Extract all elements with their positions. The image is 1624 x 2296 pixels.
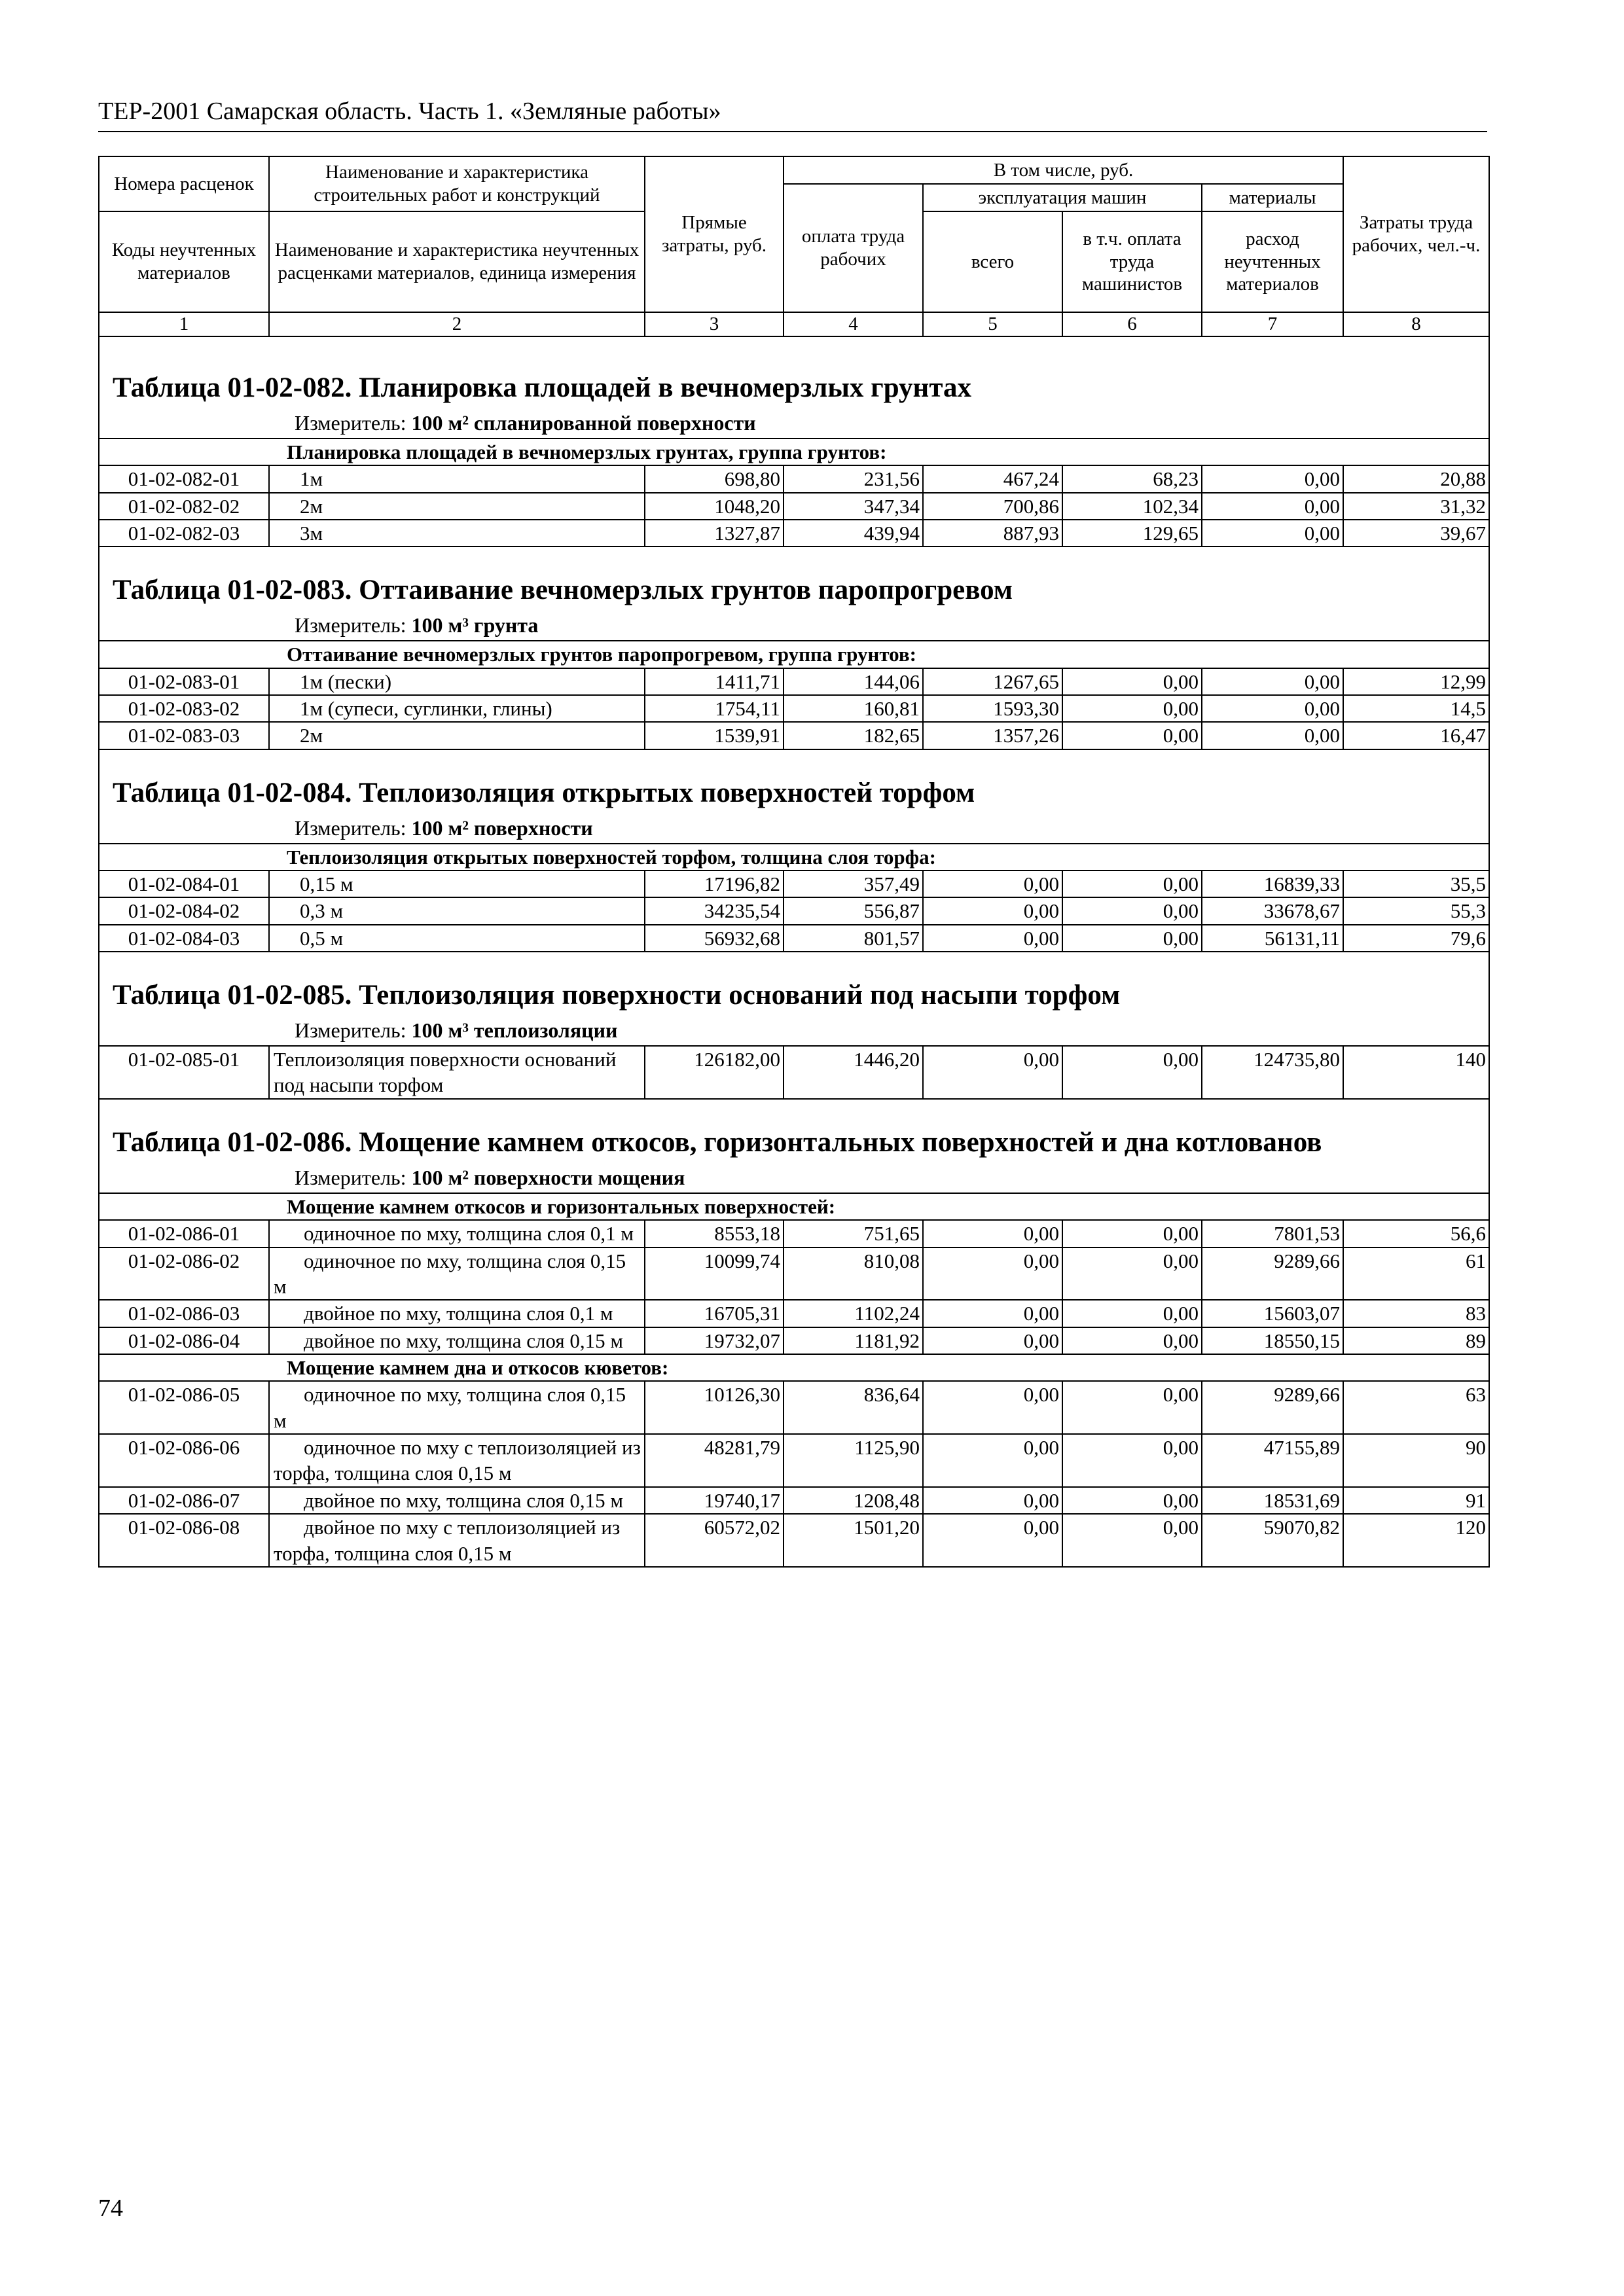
labor-pay: 810,08: [784, 1247, 923, 1300]
section-title: Таблица 01-02-082. Планировка площадей в вечномерзлых грунтах: [113, 372, 971, 403]
page-number: 74: [98, 2195, 123, 2222]
column-numbers-row: [99, 312, 1489, 336]
col5-header: всего: [923, 211, 1062, 312]
machines-total: 700,86: [923, 493, 1062, 520]
rate-name: 3м: [269, 520, 645, 547]
machinists-pay: 0,00: [1062, 925, 1202, 952]
rate-code: 01-02-085-01: [99, 1046, 269, 1099]
labor-hours: 39,67: [1343, 520, 1489, 547]
rate-name: 2м: [269, 722, 645, 749]
labor-hours: 63: [1343, 1381, 1489, 1434]
direct-cost: 17196,82: [645, 870, 784, 897]
table-row: [99, 1381, 1489, 1434]
section-title-cell: [99, 952, 1489, 1046]
table-row: [99, 925, 1489, 952]
machinists-pay: 0,00: [1062, 1300, 1202, 1327]
section-measure: [295, 408, 1486, 438]
col2-header-bottom: Наименование и характеристика неучтенных расценками материалов, единица измерения: [269, 211, 645, 312]
rate-code: 01-02-084-01: [99, 870, 269, 897]
labor-pay: 801,57: [784, 925, 923, 952]
direct-cost: 60572,02: [645, 1514, 784, 1567]
materials-cost: 18550,15: [1202, 1327, 1343, 1354]
machinists-pay: 0,00: [1062, 1327, 1202, 1354]
machines-total: 467,24: [923, 465, 1062, 492]
measure-value: 100 м² поверхности мощения: [411, 1165, 685, 1189]
machinists-pay: 102,34: [1062, 493, 1202, 520]
machines-total: 0,00: [923, 1434, 1062, 1487]
rate-code: 01-02-082-02: [99, 493, 269, 520]
direct-cost: 19740,17: [645, 1487, 784, 1514]
rate-name: Теплоизоляция поверхности оснований под насыпи торфом: [269, 1046, 645, 1099]
col-num: 4: [784, 312, 923, 336]
measure-value: 100 м³ теплоизоляции: [411, 1018, 618, 1043]
group-title: Мощение камнем откосов и горизонтальных поверхностей:: [99, 1193, 1489, 1220]
labor-hours: 120: [1343, 1514, 1489, 1567]
section-title-cell: [99, 547, 1489, 641]
machinists-pay: 0,00: [1062, 1247, 1202, 1300]
rate-name: двойное по мху, толщина слоя 0,1 м: [269, 1300, 645, 1327]
section-title: Таблица 01-02-083. Оттаивание вечномерзлых грунтов паропрогревом: [113, 575, 1013, 606]
rate-code: 01-02-086-08: [99, 1514, 269, 1567]
labor-hours: 20,88: [1343, 465, 1489, 492]
machinists-pay: 0,00: [1062, 1381, 1202, 1434]
labor-hours: 90: [1343, 1434, 1489, 1487]
rate-code: 01-02-083-01: [99, 668, 269, 695]
table-row: [99, 465, 1489, 492]
rate-name: двойное по мху с теплоизоляцией из торфа, толщина слоя 0,15 м: [269, 1514, 645, 1567]
materials-cost: 9289,66: [1202, 1381, 1343, 1434]
machines-total: 1593,30: [923, 695, 1062, 722]
labor-pay: 1501,20: [784, 1514, 923, 1567]
measure-label: Измеритель:: [295, 1018, 406, 1043]
machinists-pay: 0,00: [1062, 897, 1202, 924]
section-title: Таблица 01-02-085. Теплоизоляция поверхности оснований под насыпи торфом: [113, 980, 1121, 1011]
section-title-row: [99, 952, 1489, 1046]
labor-pay: 1102,24: [784, 1300, 923, 1327]
rate-code: 01-02-082-03: [99, 520, 269, 547]
measure-label: Измеритель:: [295, 816, 406, 840]
machinists-pay: 0,00: [1062, 1046, 1202, 1099]
direct-cost: 8553,18: [645, 1220, 784, 1247]
col4-header: оплата труда рабочих: [784, 184, 923, 312]
group-title: Мощение камнем дна и откосов кюветов:: [99, 1354, 1489, 1381]
group-row: [99, 1354, 1489, 1381]
col-num: 7: [1202, 312, 1343, 336]
col-num: 8: [1343, 312, 1489, 336]
rate-name: 0,5 м: [269, 925, 645, 952]
rate-name: 2м: [269, 493, 645, 520]
table-row: [99, 1327, 1489, 1354]
section-title-row: [99, 1099, 1489, 1193]
machinists-pay: 68,23: [1062, 465, 1202, 492]
col7-header: расход неучтенных материалов: [1202, 211, 1343, 312]
rate-code: 01-02-086-05: [99, 1381, 269, 1434]
materials-cost: 0,00: [1202, 493, 1343, 520]
col-num: 5: [923, 312, 1062, 336]
machines-total: 0,00: [923, 925, 1062, 952]
labor-hours: 140: [1343, 1046, 1489, 1099]
materials-cost: 0,00: [1202, 695, 1343, 722]
section-title-cell: [99, 1099, 1489, 1193]
labor-hours: 79,6: [1343, 925, 1489, 952]
labor-hours: 12,99: [1343, 668, 1489, 695]
materials-cost: 0,00: [1202, 668, 1343, 695]
rate-code: 01-02-086-06: [99, 1434, 269, 1487]
labor-hours: 35,5: [1343, 870, 1489, 897]
measure-value: 100 м³ грунта: [411, 613, 539, 637]
rate-name: одиночное по мху, толщина слоя 0,15 м: [269, 1381, 645, 1434]
labor-pay: 439,94: [784, 520, 923, 547]
rate-name: 0,15 м: [269, 870, 645, 897]
direct-cost: 1411,71: [645, 668, 784, 695]
table-row: [99, 1046, 1489, 1099]
rate-code: 01-02-086-04: [99, 1327, 269, 1354]
table-row: [99, 1514, 1489, 1567]
direct-cost: 56932,68: [645, 925, 784, 952]
labor-hours: 91: [1343, 1487, 1489, 1514]
group-row: [99, 844, 1489, 870]
group-title: Оттаивание вечномерзлых грунтов паропрогревом, группа грунтов:: [99, 641, 1489, 668]
machines-total: 0,00: [923, 1220, 1062, 1247]
rate-code: 01-02-086-02: [99, 1247, 269, 1300]
section-title: Таблица 01-02-084. Теплоизоляция открытых поверхностей торфом: [113, 777, 975, 808]
labor-hours: 14,5: [1343, 695, 1489, 722]
rate-code: 01-02-083-02: [99, 695, 269, 722]
section-measure: [295, 813, 1486, 843]
materials-cost: 47155,89: [1202, 1434, 1343, 1487]
measure-value: 100 м² поверхности: [411, 816, 593, 840]
machines-total: 0,00: [923, 1514, 1062, 1567]
machinists-pay: 129,65: [1062, 520, 1202, 547]
rate-name: 1м: [269, 465, 645, 492]
direct-cost: 1327,87: [645, 520, 784, 547]
table-body: [99, 156, 1489, 1567]
machines-total: 1357,26: [923, 722, 1062, 749]
materials-cost: 15603,07: [1202, 1300, 1343, 1327]
direct-cost: 1754,11: [645, 695, 784, 722]
section-title-row: [99, 336, 1489, 439]
rate-code: 01-02-083-03: [99, 722, 269, 749]
machines-total: 0,00: [923, 897, 1062, 924]
rate-code: 01-02-086-01: [99, 1220, 269, 1247]
machinists-pay: 0,00: [1062, 1514, 1202, 1567]
machines-total: 0,00: [923, 1327, 1062, 1354]
table-row: [99, 493, 1489, 520]
rate-code: 01-02-082-01: [99, 465, 269, 492]
col-num: 3: [645, 312, 784, 336]
direct-cost: 1539,91: [645, 722, 784, 749]
col-num: 2: [269, 312, 645, 336]
materials-cost: 0,00: [1202, 722, 1343, 749]
labor-pay: 556,87: [784, 897, 923, 924]
table-row: [99, 1247, 1489, 1300]
labor-pay: 160,81: [784, 695, 923, 722]
section-measure: [295, 610, 1486, 640]
direct-cost: 126182,00: [645, 1046, 784, 1099]
section-title-row: [99, 547, 1489, 641]
table-row: [99, 870, 1489, 897]
machines-total: 1267,65: [923, 668, 1062, 695]
rate-name: одиночное по мху с теплоизоляцией из торфа, толщина слоя 0,15 м: [269, 1434, 645, 1487]
labor-pay: 1125,90: [784, 1434, 923, 1487]
direct-cost: 34235,54: [645, 897, 784, 924]
section-title-cell: [99, 336, 1489, 439]
measure-value: 100 м² спланированной поверхности: [411, 410, 756, 435]
table-row: [99, 668, 1489, 695]
table-row: [99, 897, 1489, 924]
table-row: [99, 1300, 1489, 1327]
col-num: 1: [99, 312, 269, 336]
page-header: ТЕР-2001 Самарская область. Часть 1. «Земляные работы»: [98, 92, 1487, 132]
direct-cost: 10099,74: [645, 1247, 784, 1300]
rate-name: 0,3 м: [269, 897, 645, 924]
col-num: 6: [1062, 312, 1202, 336]
labor-pay: 144,06: [784, 668, 923, 695]
section-measure: [295, 1162, 1486, 1193]
group-row: [99, 1193, 1489, 1220]
direct-cost: 10126,30: [645, 1381, 784, 1434]
machines-total: 0,00: [923, 1381, 1062, 1434]
materials-cost: 16839,33: [1202, 870, 1343, 897]
table-row: [99, 1434, 1489, 1487]
materials-cost: 124735,80: [1202, 1046, 1343, 1099]
labor-pay: 836,64: [784, 1381, 923, 1434]
materials-cost: 33678,67: [1202, 897, 1343, 924]
materials-cost: 18531,69: [1202, 1487, 1343, 1514]
measure-label: Измеритель:: [295, 1165, 406, 1189]
labor-hours: 31,32: [1343, 493, 1489, 520]
labor-pay: 1446,20: [784, 1046, 923, 1099]
machines-total: 887,93: [923, 520, 1062, 547]
rate-name: одиночное по мху, толщина слоя 0,1 м: [269, 1220, 645, 1247]
table-row: [99, 520, 1489, 547]
section-title-cell: [99, 749, 1489, 844]
table-row: [99, 722, 1489, 749]
labor-hours: 56,6: [1343, 1220, 1489, 1247]
col6-header: в т.ч. оплата труда машинистов: [1062, 211, 1202, 312]
labor-hours: 55,3: [1343, 897, 1489, 924]
rate-name: двойное по мху, толщина слоя 0,15 м: [269, 1487, 645, 1514]
table-row: [99, 1487, 1489, 1514]
direct-cost: 48281,79: [645, 1434, 784, 1487]
incl-header: В том числе, руб.: [784, 156, 1343, 184]
materials-header: материалы: [1202, 184, 1343, 211]
labor-pay: 231,56: [784, 465, 923, 492]
table-row: [99, 695, 1489, 722]
direct-cost: 19732,07: [645, 1327, 784, 1354]
rate-code: 01-02-086-03: [99, 1300, 269, 1327]
labor-pay: 1181,92: [784, 1327, 923, 1354]
materials-cost: 59070,82: [1202, 1514, 1343, 1567]
labor-pay: 347,34: [784, 493, 923, 520]
group-title: Теплоизоляция открытых поверхностей торфом, толщина слоя торфа:: [99, 844, 1489, 870]
labor-hours: 83: [1343, 1300, 1489, 1327]
rate-name: одиночное по мху, толщина слоя 0,15 м: [269, 1247, 645, 1300]
header-row-1: [99, 156, 1489, 184]
rate-code: 01-02-084-02: [99, 897, 269, 924]
labor-hours: 61: [1343, 1247, 1489, 1300]
measure-label: Измеритель:: [295, 613, 406, 637]
col1-header-top: Номера расценок: [99, 156, 269, 211]
machines-total: 0,00: [923, 1247, 1062, 1300]
group-row: [99, 641, 1489, 668]
section-title-row: [99, 749, 1489, 844]
group-row: [99, 439, 1489, 465]
materials-cost: 7801,53: [1202, 1220, 1343, 1247]
col3-header: Прямые затраты, руб.: [645, 156, 784, 312]
machinists-pay: 0,00: [1062, 668, 1202, 695]
machinists-pay: 0,00: [1062, 1434, 1202, 1487]
machinists-pay: 0,00: [1062, 722, 1202, 749]
section-measure: [295, 1015, 1486, 1045]
rate-name: 1м (супеси, суглинки, глины): [269, 695, 645, 722]
machines-total: 0,00: [923, 1046, 1062, 1099]
materials-cost: 9289,66: [1202, 1247, 1343, 1300]
col8-header: Затраты труда рабочих, чел.-ч.: [1343, 156, 1489, 312]
materials-cost: 0,00: [1202, 465, 1343, 492]
group-title: Планировка площадей в вечномерзлых грунтах, группа грунтов:: [99, 439, 1489, 465]
col1-header-bottom: Коды неучтенных материалов: [99, 211, 269, 312]
labor-pay: 1208,48: [784, 1487, 923, 1514]
rate-code: 01-02-084-03: [99, 925, 269, 952]
rates-table: [98, 156, 1490, 1568]
labor-pay: 357,49: [784, 870, 923, 897]
machinists-pay: 0,00: [1062, 695, 1202, 722]
measure-label: Измеритель:: [295, 410, 406, 435]
machinists-pay: 0,00: [1062, 870, 1202, 897]
labor-hours: 89: [1343, 1327, 1489, 1354]
machines-total: 0,00: [923, 1300, 1062, 1327]
labor-pay: 182,65: [784, 722, 923, 749]
table-row: [99, 1220, 1489, 1247]
labor-hours: 16,47: [1343, 722, 1489, 749]
rate-code: 01-02-086-07: [99, 1487, 269, 1514]
materials-cost: 56131,11: [1202, 925, 1343, 952]
col2-header-top: Наименование и характеристика строительных работ и конструкций: [269, 156, 645, 211]
machines-total: 0,00: [923, 1487, 1062, 1514]
section-title: Таблица 01-02-086. Мощение камнем откосов, горизонтальных поверхностей и дна котлованов: [113, 1126, 1322, 1158]
materials-cost: 0,00: [1202, 520, 1343, 547]
direct-cost: 16705,31: [645, 1300, 784, 1327]
rate-name: 1м (пески): [269, 668, 645, 695]
machinists-pay: 0,00: [1062, 1220, 1202, 1247]
labor-pay: 751,65: [784, 1220, 923, 1247]
machines-total: 0,00: [923, 870, 1062, 897]
machines-header: эксплуатация машин: [923, 184, 1202, 211]
direct-cost: 1048,20: [645, 493, 784, 520]
rate-name: двойное по мху, толщина слоя 0,15 м: [269, 1327, 645, 1354]
direct-cost: 698,80: [645, 465, 784, 492]
machinists-pay: 0,00: [1062, 1487, 1202, 1514]
